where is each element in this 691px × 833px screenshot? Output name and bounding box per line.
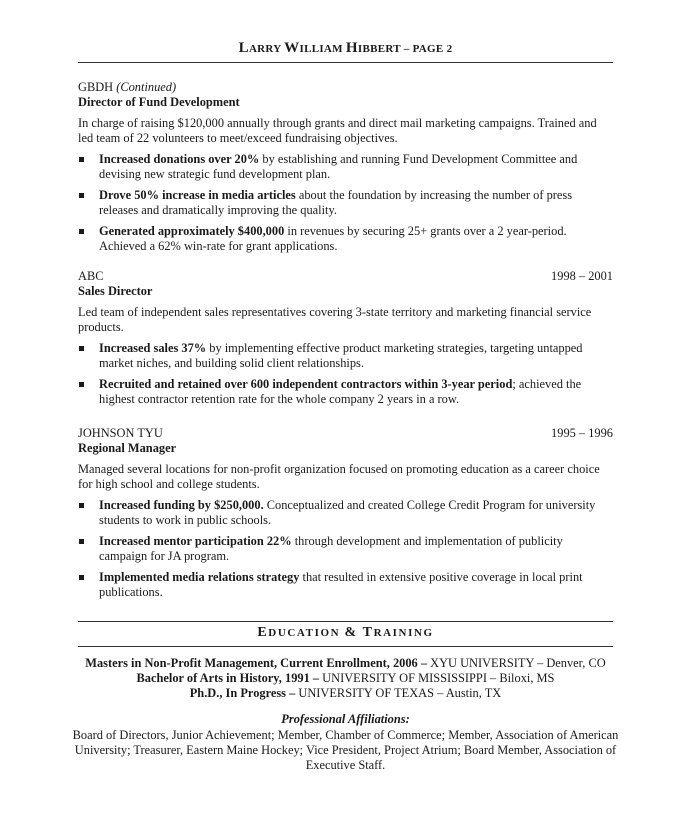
job-title: Sales Director [78, 284, 153, 298]
achievement-detail: that resulted in extensive positive coverage in local print publications. [99, 570, 583, 599]
degree-school: XYU UNIVERSITY – Denver, CO [430, 656, 606, 670]
achievement-item [78, 224, 613, 254]
job-summary: Managed several locations for non-profit organization focused on promoting education as a career choice for high school and college students. [78, 462, 600, 491]
bullet-square-icon [79, 575, 84, 580]
education-title-rest: DUCATION [268, 627, 345, 639]
degree-school: UNIVERSITY OF TEXAS – Austin, TX [298, 686, 502, 700]
achievement-detail: through development and implementation of publicity campaign for JA program. [99, 534, 563, 563]
achievement-detail: Conceptualized and created College Credit Program for university students to work in public schools. [99, 498, 596, 527]
job-title: Director of Fund Development [78, 95, 240, 109]
degree-name: Masters in Non-Profit Management, Current Enrollment, 2006 – [85, 656, 431, 670]
company-name: GBDH [78, 80, 114, 94]
education-title-initial: E [257, 625, 269, 640]
achievement-highlight: Increased sales 37% [99, 341, 207, 355]
page-separator: – [400, 43, 413, 55]
achievement-highlight: Increased mentor participation 22% [99, 534, 292, 548]
achievement-item [78, 498, 613, 528]
page-label-rest: AGE 2 [418, 43, 453, 55]
job-achievements [78, 341, 613, 407]
job-entry-gbdh [78, 80, 613, 260]
achievement-highlight: Implemented media relations strategy [99, 570, 300, 584]
job-dates: 1998 – 2001 [551, 269, 613, 283]
affiliations-title: Professional Affiliations: [281, 712, 410, 726]
training-title-initial: T [362, 625, 374, 640]
training-title-rest: RAINING [373, 627, 434, 639]
bullet-square-icon [79, 157, 84, 162]
degree-line [60, 656, 631, 671]
education-rule-bottom [78, 646, 613, 647]
affiliations-text: Board of Directors, Junior Achievement; Member, Chamber of Commerce; Member, Association of American University; Treasurer, Eastern Maine Hockey; Vice President, Project Atrium; Board Member, Association of Executive Staff. [72, 728, 619, 772]
achievement-detail: in revenues by securing 25+ grants over a 2 year-period. Achieved a 62% win-rate for grant applications. [99, 224, 567, 253]
job-achievements [78, 498, 613, 600]
company-name: JOHNSON TYU [78, 426, 163, 440]
achievement-item [78, 377, 613, 407]
degree-school: UNIVERSITY OF MISSISSIPPI – Biloxi, MS [322, 671, 555, 685]
bullet-square-icon [79, 229, 84, 234]
name-rest-last: IBBERT [357, 43, 401, 55]
degree-name: Bachelor of Arts in History, 1991 – [136, 671, 323, 685]
page-label-initial: P [412, 43, 419, 55]
achievement-detail: by establishing and running Fund Development Committee and devising new strategic fund development plan. [99, 152, 578, 181]
company-name: ABC [78, 269, 104, 283]
job-dates: 1995 – 1996 [551, 426, 613, 440]
education-rule-top [78, 621, 613, 622]
bullet-square-icon [79, 539, 84, 544]
page-header [0, 41, 691, 57]
bullet-square-icon [79, 193, 84, 198]
achievement-highlight: Increased funding by $250,000. [99, 498, 264, 512]
achievement-detail: about the foundation by increasing the number of press releases and dramatically improving the quality. [99, 188, 573, 217]
achievement-item [78, 341, 613, 371]
achievement-highlight: Recruited and retained over 600 independent contractors within 3-year period [99, 377, 513, 391]
bullet-square-icon [79, 503, 84, 508]
name-rest-middle: ILLIAM [299, 43, 346, 55]
name-rest-first: ARRY [248, 43, 285, 55]
bullet-square-icon [79, 346, 84, 351]
company-note: (Continued) [116, 80, 177, 94]
name-initial-first: L [238, 40, 249, 56]
achievement-detail: ; achieved the highest contractor retention rate for the whole company 2 years in a row. [99, 377, 582, 406]
job-title: Regional Manager [78, 441, 177, 455]
achievement-item [78, 534, 613, 564]
header-rule [78, 62, 613, 63]
degree-name: Ph.D., In Progress – [189, 686, 299, 700]
name-initial-last: H [345, 40, 358, 56]
achievement-highlight: Generated approximately $400,000 [99, 224, 285, 238]
job-entry-abc [78, 269, 613, 413]
job-entry-johnson-tyu [78, 426, 613, 606]
degree-line [60, 686, 631, 701]
job-achievements [78, 152, 613, 254]
degree-line [60, 671, 631, 686]
education-title-amp: & [344, 625, 363, 640]
bullet-square-icon [79, 382, 84, 387]
achievement-item [78, 570, 613, 600]
job-summary: In charge of raising $120,000 annually through grants and direct mail marketing campaigns. Trained and led team of 22 volunteers to meet/exceed fundraising objectives. [78, 116, 597, 145]
achievement-highlight: Increased donations over 20% [99, 152, 260, 166]
achievement-item [78, 188, 613, 218]
name-initial-middle: W [284, 40, 300, 56]
job-summary: Led team of independent sales representatives covering 3-state territory and marketing financial service products. [78, 305, 592, 334]
degree-list [60, 656, 631, 701]
achievement-highlight: Drove 50% increase in media articles [99, 188, 296, 202]
achievement-detail: by implementing effective product marketing strategies, targeting untapped market niches, and building solid client relationships. [99, 341, 583, 370]
education-section-title [0, 625, 691, 641]
achievement-item [78, 152, 613, 182]
affiliations [60, 712, 631, 773]
